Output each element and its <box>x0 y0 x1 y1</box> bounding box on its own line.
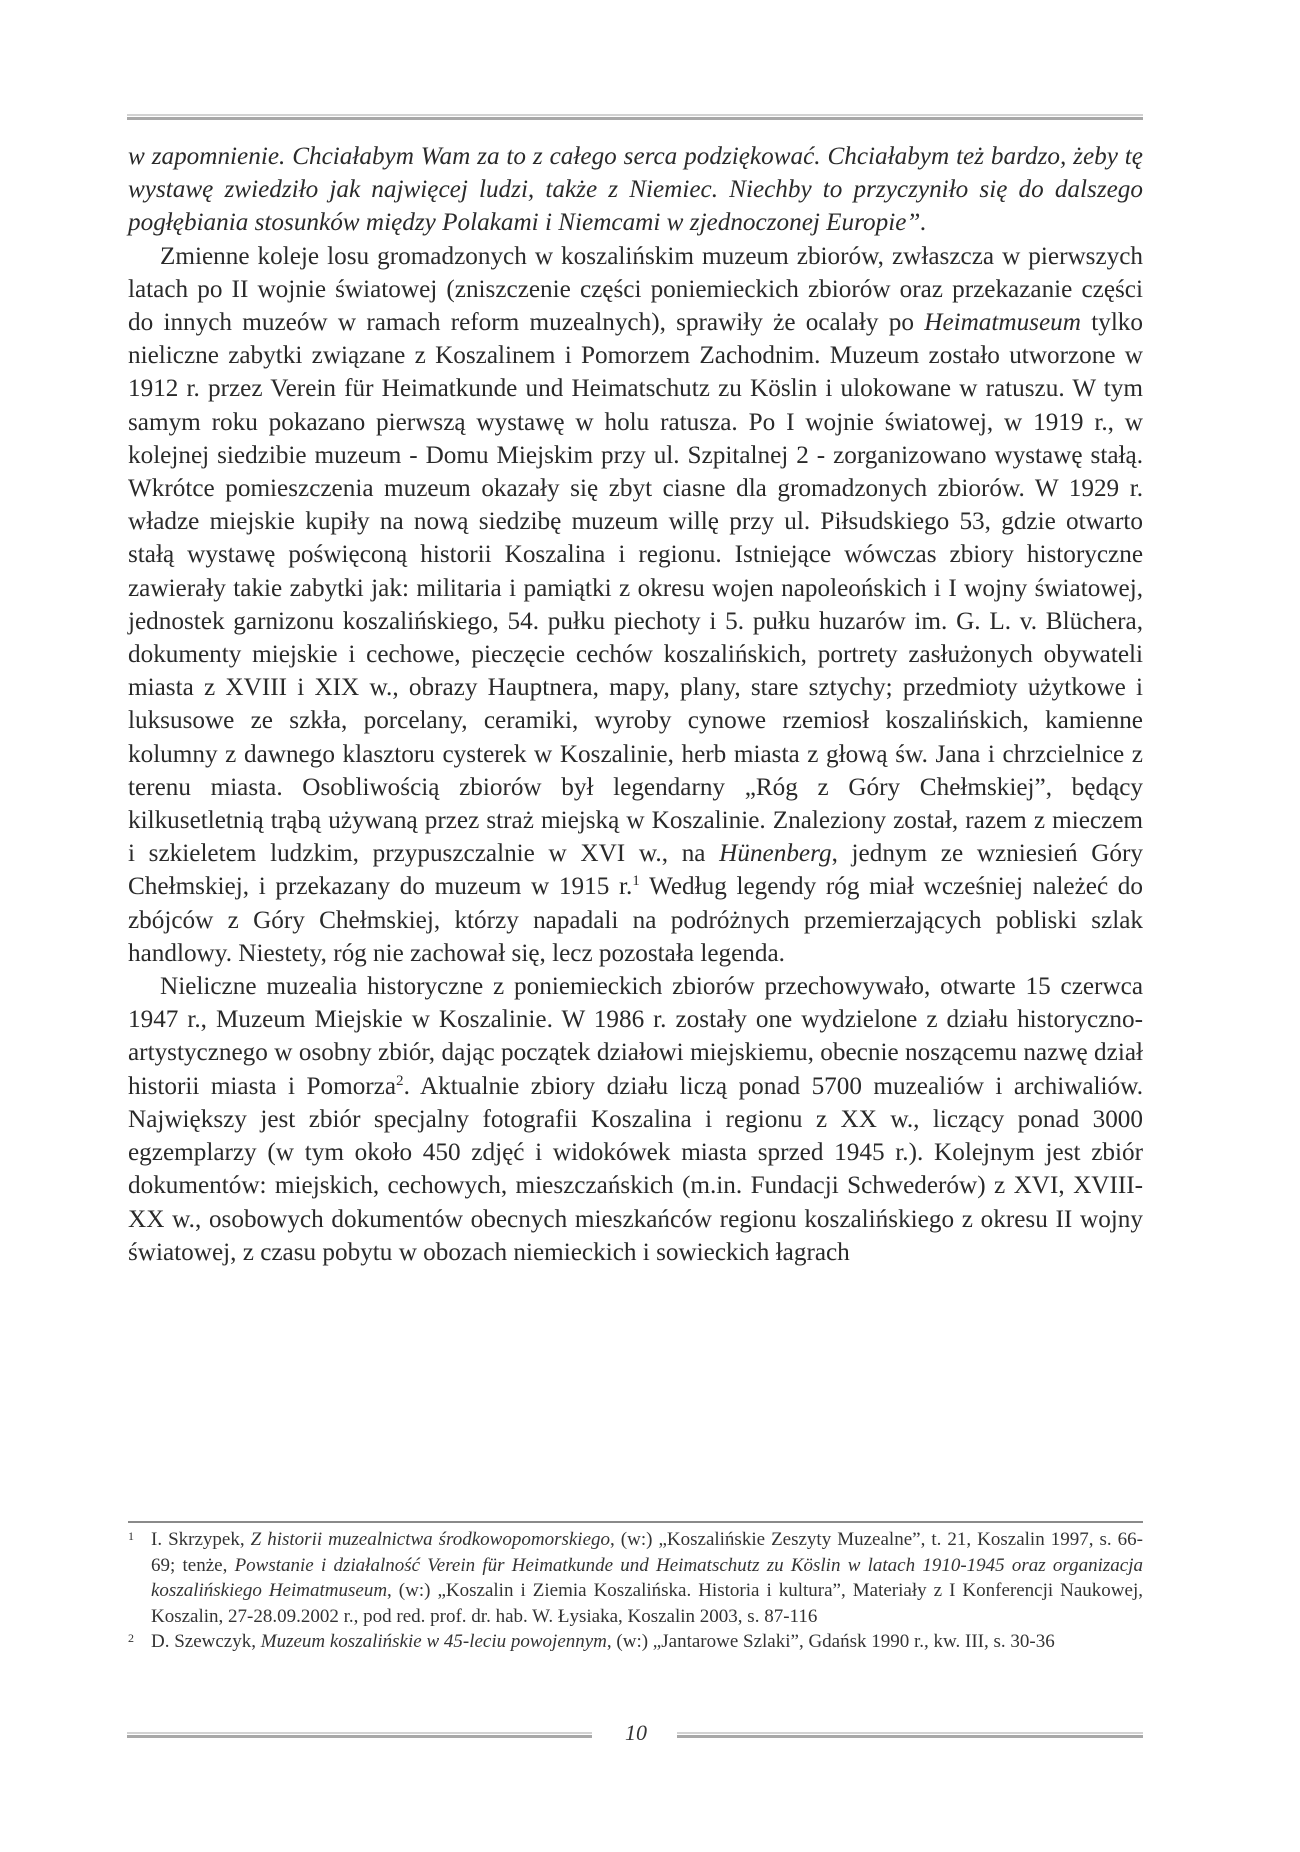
footnotes <box>128 1527 1143 1655</box>
footnote-ref-2[interactable]: 2 <box>396 1072 404 1089</box>
footer-rule-left <box>127 1732 592 1738</box>
header-double-rule <box>127 114 1143 120</box>
quote-paragraph: w zapomnienie. Chciałabym Wam za to z całego serca podziękować. Chciałabym też bardzo, żeby tę wystawę zwiedziło jak najwięcej ludzi, także z Niemiec. Niechby to przyczyniło się do dalszego pogłębiania stosunków między Polakami i Niemcami w zjednoczonej Europie”. <box>128 143 1143 237</box>
footnote-2: 2 D. Szewczyk, Muzeum koszalińskie w 45-leciu powojennym, (w:) „Jantarowe Szlaki”, Gdańsk 1990 r., kw. III, s. 30-36 <box>128 1629 1143 1655</box>
body-text <box>128 140 1143 1269</box>
emphasis-heimatmuseum: Heimatmuseum <box>924 309 1081 337</box>
footnote-separator <box>128 1521 1143 1523</box>
page-footer <box>127 1720 1143 1748</box>
page-number: 10 <box>625 1720 647 1745</box>
footnote-mark: 1 <box>128 1529 134 1543</box>
footnote-1: 1 I. Skrzypek, Z historii muzealnictwa środkowopomorskiego, (w:) „Koszalińskie Zeszyty Muzealne”, t. 21, Koszalin 1997, s. 66-69; tenże, Powstanie i działalność Verein für Heimatkunde und Heimatschutz zu Köslin w latach 1910-1945 oraz organizacja koszalińskiego Heimatmuseum, (w:) „Koszalin i Ziemia Koszalińska. Historia i kultura”, Materiały z I Konferencji Naukowej, Koszalin, 27-28.09.2002 r., pod red. prof. dr. hab. W. Łysiaka, Koszalin 2003, s. 87-116 <box>128 1527 1143 1629</box>
paragraph-collections: Nieliczne muzealia historyczne z poniemieckich zbiorów przechowywało, otwarte 15 czerwca 1947 r., Muzeum Miejskie w Koszalinie. W 1986 r. zostały one wydzielone z działu historyczno-artystycznego w osobny zbiór, dając początek działowi miejskiemu, obecnie noszącemu nazwę dział historii miasta i Pomorza$^2$. Aktualnie zbiory działu liczą ponad 5700 muzealiów i archiwaliów. Największy jest zbiór specjalny fotografii Koszalina i regionu z XX w., liczący ponad 3000 egzemplarzy (w tym około 450 zdjęć i widokówek miasta sprzed 1945 r.). Kolejnym jest zbiór dokumentów: miejskich, cechowych, mieszczańskich (m.in. Fundacji Schwederów) z XVI, XVIII-XX w., osobowych dokumentów obecnych mieszkańców regionu koszalińskiego z okresu II wojny światowej, z czasu pobytu w obozach niemieckich i sowieckich łagrach <box>128 973 1143 1266</box>
paragraph-museum-history: Zmienne koleje losu gromadzonych w koszalińskim muzeum zbiorów, zwłaszcza w pierwszych latach po II wojnie światowej (zniszczenie części poniemieckich zbiorów oraz przekazanie części do innych muzeów w ramach reform muzealnych), sprawiły że ocalały po Heimatmuseum tylko nieliczne zabytki związane z Koszalinem i Pomorzem Zachodnim. Muzeum zostało utworzone w 1912 r. przez Verein für Heimatkunde und Heimatschutz zu Köslin i ulokowane w ratuszu. W tym samym roku pokazano pierwszą wystawę w holu ratusza. Po I wojnie światowej, w 1919 r., w kolejnej siedzibie muzeum - Domu Miejskim przy ul. Szpitalnej 2 - zorganizowano wystawę stałą. Wkrótce pomieszczenia muzeum okazały się zbyt ciasne dla gromadzonych zbiorów. W 1929 r. władze miejskie kupiły na nową siedzibę muzeum willę przy ul. Piłsudskiego 53, gdzie otwarto stałą wystawę poświęconą historii Koszalina i regionu. Istniejące wówczas zbiory historyczne zawierały takie zabytki jak: militaria i pamiątki z okresu wojen napoleońskich i I wojny światowej, jednostek garnizonu koszalińskiego, 54. pułku piechoty i 5. pułku huzarów im. G. L. v. Blüchera, dokumenty miejskie i cechowe, pieczęcie cechów koszalińskich, portrety zasłużonych obywateli miasta z XVIII i XIX w., obrazy Hauptnera, mapy, plany, stare sztychy; przedmioty użytkowe i luksusowe ze szkła, porcelany, ceramiki, wyroby cynowe rzemiosł koszalińskich, kamienne kolumny z dawnego klasztoru cysterek w Koszalinie, herb miasta z głową św. Jana i chrzcielnice z terenu miasta. Osobliwością zbiorów był legendarny „Róg z Góry Chełmskiej”, będący kilkusetletnią trąbą używaną przez straż miejską w Koszalinie. Znaleziony został, razem z mieczem i szkieletem ludzkim, przypuszczalnie w XVI w., na Hünenberg, jednym ze wzniesień Góry Chełmskiej, i przekazany do muzeum w 1915 r.$^1$ Według legendy róg miał wcześniej należeć do zbójców z Góry Chełmskiej, którzy napadali na podróżnych przemierzających pobliski szlak handlowy. Niestety, róg nie zachował się, lecz pozostała legenda. <box>128 242 1144 967</box>
footnote-mark: 2 <box>128 1631 134 1646</box>
footnote-ref-1[interactable]: 1 <box>632 873 640 890</box>
footer-rule-right <box>677 1732 1143 1738</box>
emphasis-hunenberg: Hünenberg <box>719 840 832 868</box>
